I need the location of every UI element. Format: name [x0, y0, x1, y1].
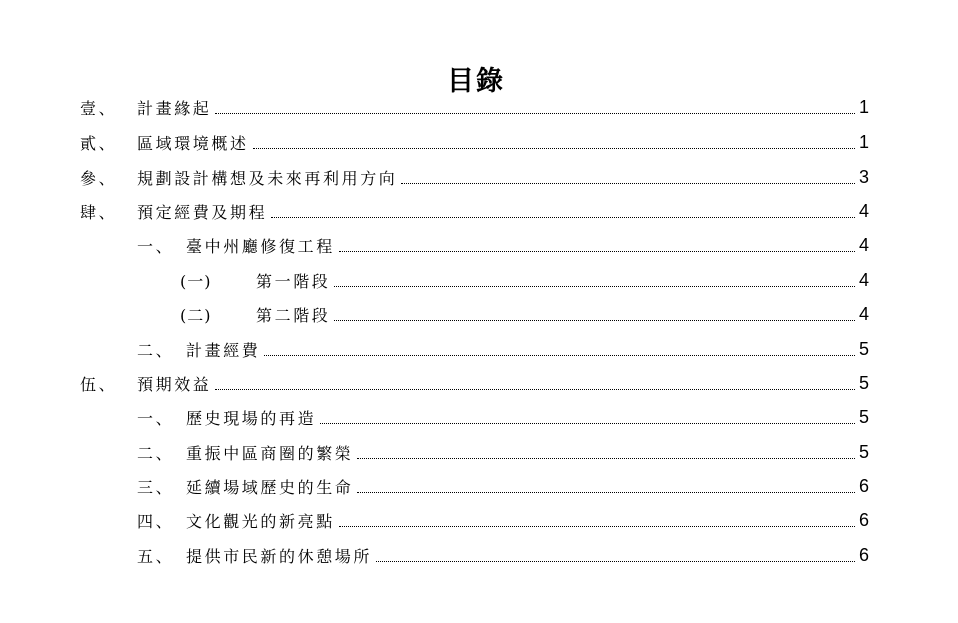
dot-leader	[339, 251, 855, 252]
toc-label: 臺中州廳修復工程	[186, 236, 335, 256]
toc-entry[interactable]	[137, 401, 869, 433]
toc-label: 規劃設計構想及未來再利用方向	[137, 168, 398, 188]
toc-entry[interactable]	[180, 264, 869, 296]
toc-page-number: 4	[858, 303, 869, 324]
toc-entry[interactable]	[80, 367, 869, 399]
toc-page-number: 3	[858, 166, 869, 187]
toc-page-number: 4	[858, 200, 869, 221]
toc-label: 預期效益	[137, 374, 212, 394]
toc-page-number: 4	[858, 269, 869, 290]
toc-page-number: 6	[858, 509, 869, 530]
toc-entry[interactable]	[137, 470, 869, 502]
toc-entry[interactable]	[137, 504, 869, 536]
toc-page-number: 1	[858, 131, 869, 152]
toc-label: 第二階段	[256, 305, 331, 325]
dot-leader	[264, 355, 855, 356]
toc-page-number: 1	[858, 96, 869, 117]
toc-label: 歷史現場的再造	[186, 408, 317, 428]
toc-page-number: 5	[858, 441, 869, 462]
toc-marker: 二、	[137, 340, 175, 360]
toc-label: 提供市民新的休憩場所	[186, 546, 373, 566]
dot-leader	[215, 113, 855, 114]
toc-marker: (一)	[180, 271, 212, 291]
dot-leader	[334, 286, 855, 287]
toc-label: 計畫經費	[186, 340, 261, 360]
toc-page-number: 5	[858, 406, 869, 427]
toc-page-number: 6	[858, 544, 869, 565]
dot-leader	[357, 492, 855, 493]
toc-entry[interactable]	[137, 229, 869, 261]
toc-label: 第一階段	[256, 271, 331, 291]
toc-marker: 二、	[137, 443, 175, 463]
toc-entry[interactable]	[137, 436, 869, 468]
toc-marker: (二)	[180, 305, 212, 325]
toc-page-number: 5	[858, 372, 869, 393]
toc-marker: 壹、	[80, 98, 118, 118]
dot-leader	[320, 423, 855, 424]
dot-leader	[401, 183, 855, 184]
toc-marker: 肆、	[80, 202, 118, 222]
toc-entry[interactable]	[80, 91, 869, 123]
toc-label: 計畫緣起	[137, 98, 212, 118]
toc-page-number: 6	[858, 475, 869, 496]
toc-label: 預定經費及期程	[137, 202, 268, 222]
dot-leader	[271, 217, 855, 218]
toc-marker: 伍、	[80, 374, 118, 394]
toc-label: 延續場域歷史的生命	[186, 477, 354, 497]
dot-leader	[253, 148, 855, 149]
toc-entry[interactable]	[80, 195, 869, 227]
toc-marker: 一、	[137, 236, 175, 256]
dot-leader	[334, 320, 855, 321]
toc-entry[interactable]	[137, 539, 869, 571]
toc-marker: 參、	[80, 168, 118, 188]
toc-page-number: 5	[858, 338, 869, 359]
toc-label: 重振中區商圈的繁榮	[186, 443, 354, 463]
toc-label: 區域環境概述	[137, 133, 249, 153]
toc-marker: 四、	[137, 511, 175, 531]
toc-label: 文化觀光的新亮點	[186, 511, 335, 531]
toc-page-number: 4	[858, 234, 869, 255]
toc-marker: 五、	[137, 546, 175, 566]
toc-entry[interactable]	[137, 333, 869, 365]
document-title: 目錄	[447, 66, 505, 98]
dot-leader	[376, 561, 855, 562]
toc-entry[interactable]	[80, 126, 869, 158]
toc-marker: 一、	[137, 408, 175, 428]
toc-entry[interactable]	[180, 298, 869, 330]
dot-leader	[339, 526, 855, 527]
toc-marker: 三、	[137, 477, 175, 497]
toc-marker: 貳、	[80, 133, 118, 153]
toc-entry[interactable]	[80, 161, 869, 193]
dot-leader	[215, 389, 855, 390]
dot-leader	[357, 458, 855, 459]
